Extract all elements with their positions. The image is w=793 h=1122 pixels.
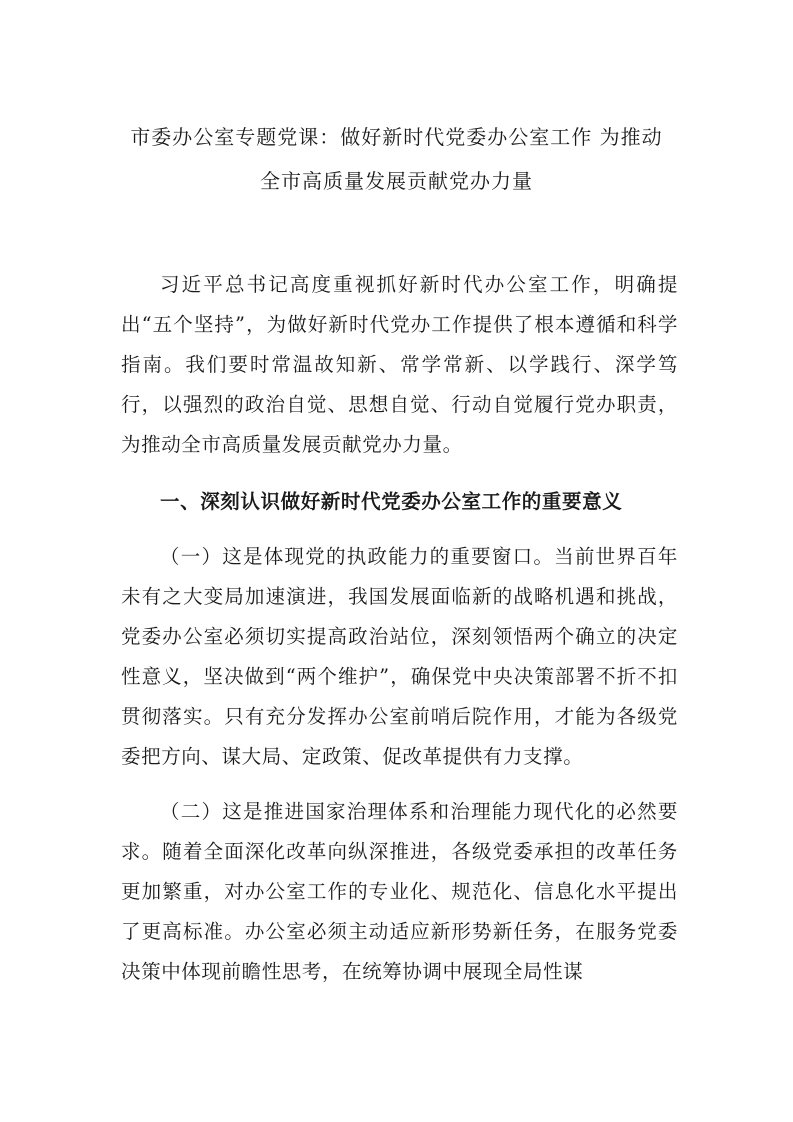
document-title-line-2: 全市高质量发展贡献党办力量 <box>260 169 533 193</box>
subsection-paragraph-2: （二）这是推进国家治理体系和治理能力现代化的必然要求。随着全面深化改革向纵深推进，各级党委承担的改革任务更加繁重，对办公室工作的专业化、规范化、信息化水平提出了更高标准。办公室必须主动适应新形势新任务，在服务党委决策中体现前瞻性思考，在统筹协调中展现全局性谋 <box>121 800 678 983</box>
subsection-paragraph-1: （一）这是体现党的执政能力的重要窗口。当前世界百年未有之大变局加速演进，我国发展面临新的战略机遇和挑战，党委办公室必须切实提高政治站位，深刻领悟两个确立的决定性意义，坚决做到“两个维护”，确保党中央决策部署不折不扣贯彻落实。只有充分发挥办公室前哨后院作用，才能为各级党委把方向、谋大局、定政策、促改革提供有力支撑。 <box>121 545 678 768</box>
section-heading: 一、深刻认识做好新时代党委办公室工作的重要意义 <box>160 490 623 513</box>
document-title-line-1: 市委办公室专题党课：做好新时代党委办公室工作 为推动 <box>130 125 663 149</box>
intro-paragraph: 习近平总书记高度重视抓好新时代办公室工作，明确提出“五个坚持”，为做好新时代党办工作提供了根本遵循和科学指南。我们要时常温故知新、常学常新、以学践行、深学笃行，以强烈的政治自觉、思想自觉、行动自觉履行党办职责，为推动全市高质量发展贡献党办力量。 <box>121 273 678 456</box>
